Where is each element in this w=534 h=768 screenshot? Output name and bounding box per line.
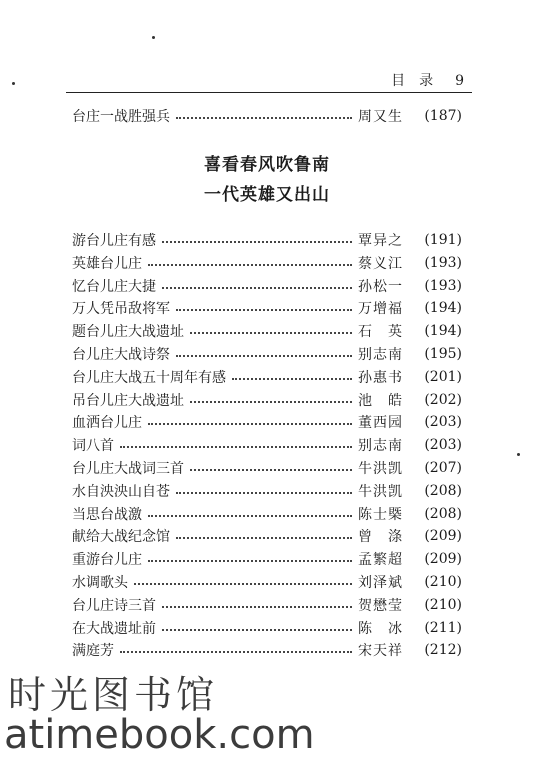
toc-entry-author: 孟繁超 (358, 552, 403, 569)
toc-entry-page: (201) (424, 368, 462, 385)
toc-entry-author: 曾 涤 (358, 529, 403, 546)
header-text (391, 70, 464, 90)
toc-entry-page: (187) (424, 108, 462, 124)
toc-entry (72, 457, 462, 479)
toc-entry-page: (203) (424, 414, 462, 431)
toc-entry-title: 题台儿庄大战遗址 (72, 324, 184, 341)
toc-leader-dots (190, 332, 352, 334)
toc-entry-author: 贺懋莹 (358, 597, 403, 614)
toc-leader-dots (148, 264, 352, 266)
toc-entry-title: 台儿庄大战词三首 (72, 461, 184, 477)
toc-entry (72, 548, 462, 570)
toc-entry-author: 孙松一 (358, 278, 403, 295)
toc-entry (72, 343, 462, 365)
toc-entry-page: (209) (424, 528, 462, 545)
scan-speck (517, 453, 520, 456)
toc-entry-author: 石 英 (358, 324, 403, 341)
toc-entry-author: 牛洪凯 (358, 461, 403, 477)
toc-leader-dots (148, 423, 352, 425)
watermark-name: 时光图书馆 (8, 673, 219, 717)
toc-leader-dots (120, 446, 352, 448)
toc-entry-title: 在大战遗址前 (72, 620, 156, 637)
toc-entry-page: (209) (424, 551, 462, 568)
toc-entry (72, 639, 462, 661)
toc-leader-dots (148, 515, 352, 517)
toc-entry-author: 孙惠书 (358, 369, 403, 386)
toc-entry (72, 320, 462, 342)
toc-entry-title: 词八首 (72, 438, 114, 455)
toc-entry (72, 275, 462, 297)
toc-leader-dots (176, 492, 352, 494)
toc-entry (72, 229, 462, 251)
toc-entry-title: 台儿庄大战五十周年有感 (72, 369, 226, 386)
toc-entry-author: 刘泽斌 (358, 575, 403, 591)
toc-entry-title: 献给大战纪念馆 (72, 529, 170, 546)
toc-entry (72, 525, 462, 547)
toc-entry-page: (208) (424, 505, 462, 522)
toc-entry-title: 吊台儿庄大战遗址 (72, 392, 184, 409)
toc-entry-page: (194) (424, 300, 462, 317)
toc-leader-dots (190, 401, 352, 403)
header-label: 目 录 (391, 73, 434, 89)
toc-entry-title: 英雄台儿庄 (72, 255, 142, 272)
toc-entry-page: (193) (424, 254, 462, 271)
toc-entry-page: (191) (424, 232, 462, 248)
toc-entry-author: 覃异之 (358, 233, 403, 249)
toc-entry-title: 当思台战激 (72, 506, 142, 523)
toc-leader-dots (120, 651, 352, 653)
toc-entry-title: 台庄一战胜强兵 (72, 109, 170, 125)
toc-entry (72, 571, 462, 593)
toc-entry-page: (202) (424, 391, 462, 408)
toc-leader-dots (162, 606, 352, 608)
toc-entry-author: 牛洪凯 (358, 483, 403, 500)
toc-entry-author: 别志南 (358, 347, 403, 363)
toc-entry-page: (208) (424, 482, 462, 499)
toc-leader-dots (190, 469, 352, 471)
toc-entry-title: 台儿庄诗三首 (72, 597, 156, 614)
toc-entry (72, 366, 462, 388)
toc-entry-page: (195) (424, 346, 462, 362)
toc-entry-title: 水调歌头 (72, 575, 128, 591)
header-page-number: 9 (455, 73, 464, 89)
toc-entry-author: 万增福 (358, 301, 403, 318)
toc-entry (72, 411, 462, 433)
toc-entry-page: (212) (424, 642, 462, 659)
toc-entry-title: 满庭芳 (72, 643, 114, 660)
toc-entry (72, 594, 462, 616)
toc-leader-dots (162, 287, 352, 289)
toc-entry-page: (210) (424, 574, 462, 590)
running-header (66, 66, 472, 93)
toc-entry-page: (210) (424, 596, 462, 613)
toc-entry (72, 434, 462, 456)
toc-entry-author: 池 皓 (358, 392, 403, 409)
section-heading-line2: 一代英雄又出山 (204, 185, 330, 205)
toc-entry (72, 617, 462, 639)
toc-leader-dots (232, 378, 352, 380)
toc-entry-page: (194) (424, 323, 462, 340)
toc-entry (72, 480, 462, 502)
toc-leader-dots (134, 583, 352, 585)
toc-entry-page: (207) (424, 460, 462, 476)
toc-leader-dots (162, 629, 352, 631)
toc-entry-title: 血洒台儿庄 (72, 415, 142, 432)
toc-entry-author: 周又生 (358, 109, 403, 125)
toc-leader-dots (176, 309, 352, 311)
toc-entry (72, 105, 462, 127)
toc-entry-author: 宋天祥 (358, 643, 403, 660)
toc-entry-author: 蔡义江 (358, 255, 403, 272)
toc-entry-author: 别志南 (358, 438, 403, 455)
toc-entry (72, 297, 462, 319)
toc-entry (72, 503, 462, 525)
toc-entry-page: (211) (424, 619, 462, 636)
toc-entry-title: 水自泱泱山自苍 (72, 483, 170, 500)
toc-entry-author: 陈士槩 (358, 506, 403, 523)
section-heading-line1: 喜看春风吹鲁南 (204, 155, 330, 175)
toc-entry-page: (193) (424, 277, 462, 294)
scan-speck (12, 82, 15, 85)
toc-entry (72, 252, 462, 274)
toc-entry-author: 董西园 (358, 415, 403, 432)
toc-leader-dots (148, 560, 352, 562)
toc-entry-page: (203) (424, 437, 462, 454)
toc-entry-title: 忆台儿庄大捷 (72, 278, 156, 295)
scan-speck (152, 36, 155, 39)
toc-leader-dots (162, 241, 352, 243)
toc-entry-title: 重游台儿庄 (72, 552, 142, 569)
toc-entry-title: 游台儿庄有感 (72, 233, 156, 249)
toc-leader-dots (176, 537, 352, 539)
toc-entry (72, 389, 462, 411)
toc-leader-dots (176, 117, 352, 119)
toc-entry-title: 万人凭吊敌将军 (72, 301, 170, 318)
watermark-url: atimebook.com (4, 712, 315, 758)
toc-entry-author: 陈 冰 (358, 620, 403, 637)
toc-leader-dots (176, 355, 352, 357)
toc-entry-title: 台儿庄大战诗祭 (72, 347, 170, 363)
